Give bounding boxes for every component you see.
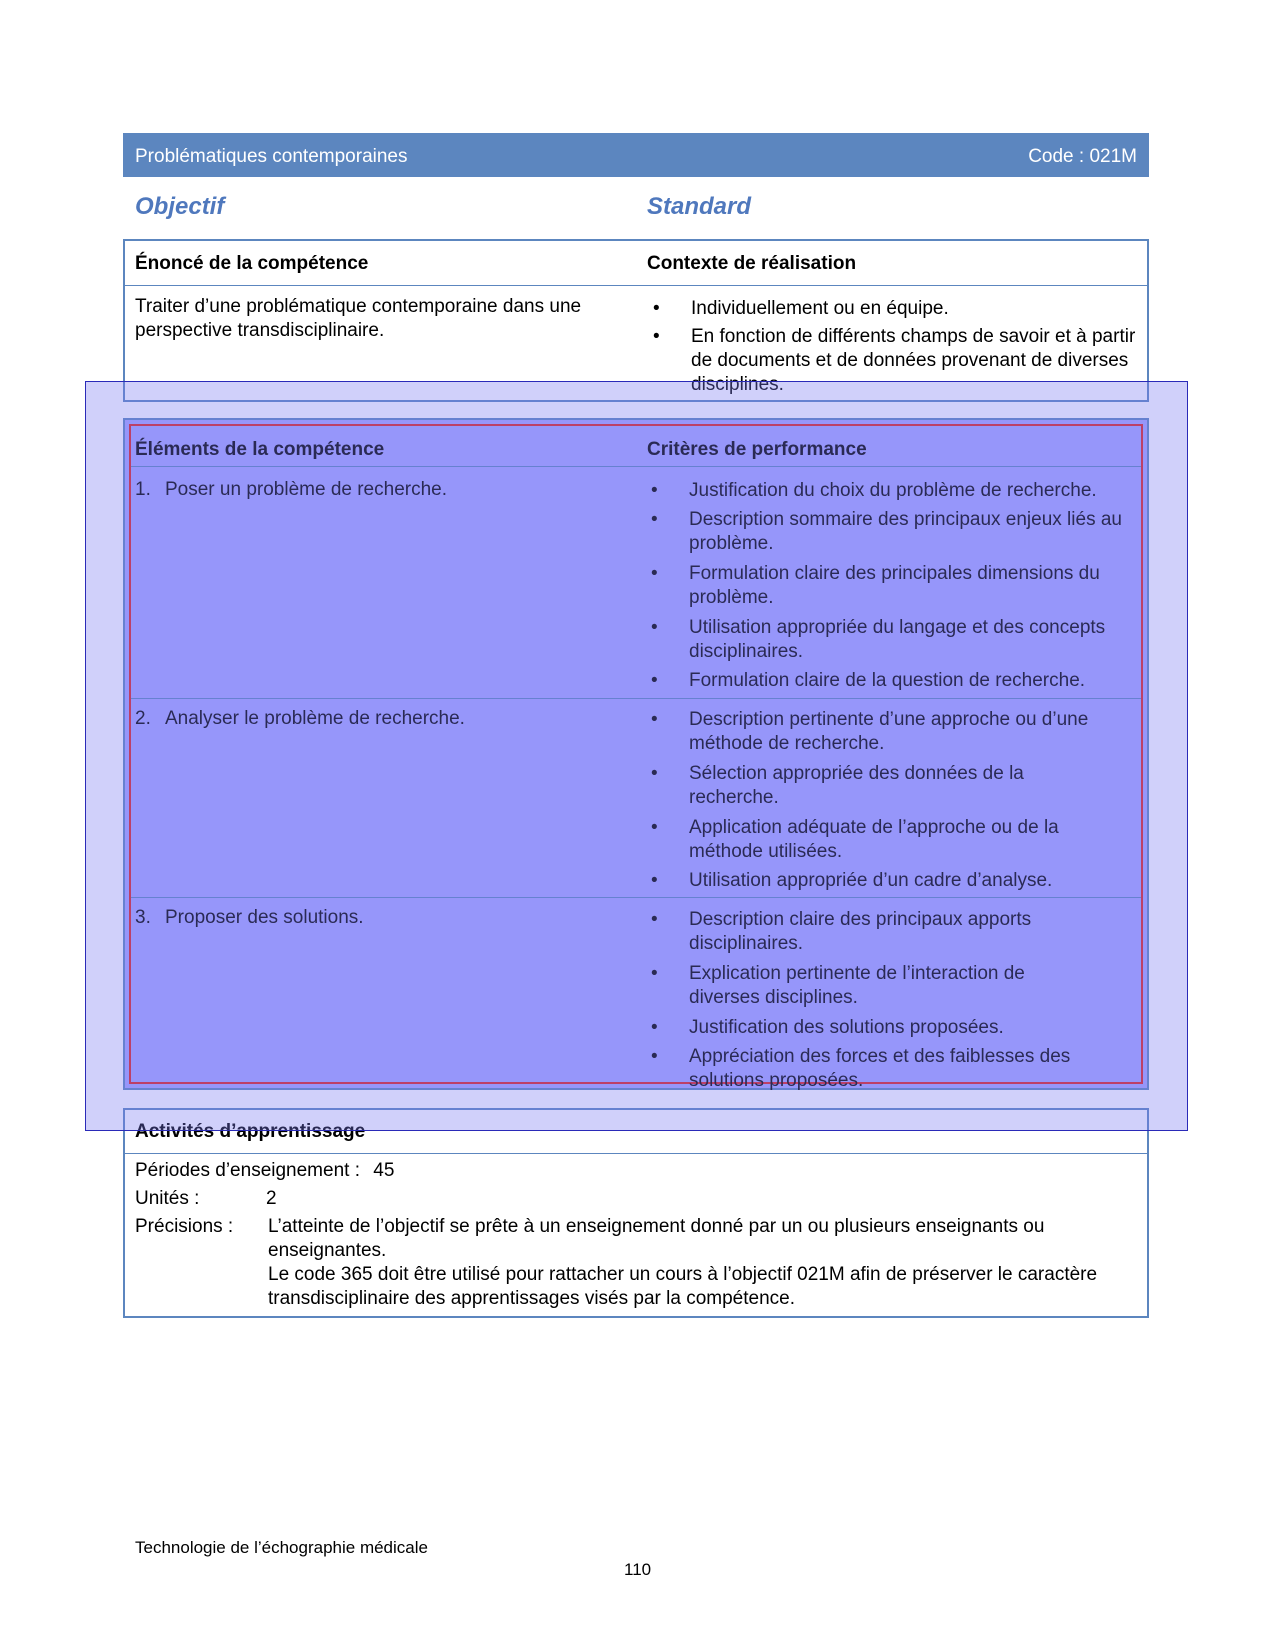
document-header-bar bbox=[123, 133, 1149, 177]
competency-title: Problématiques contemporaines bbox=[135, 146, 408, 167]
bullet-icon: • bbox=[651, 709, 658, 730]
unites-label: Unités : bbox=[135, 1188, 200, 1209]
periodes-value: 45 bbox=[373, 1160, 395, 1181]
competence-elements-box bbox=[123, 418, 1149, 1090]
precisions-label: Précisions : bbox=[135, 1216, 234, 1237]
standard-heading: Standard bbox=[647, 193, 752, 220]
bullet-icon: • bbox=[651, 870, 658, 891]
activites-box bbox=[123, 1108, 1149, 1318]
unites-row bbox=[135, 1187, 199, 1211]
competency-code: Code : 021M bbox=[1028, 146, 1137, 167]
enonce-box: Énoncé de la compétence Contexte de réalisation Traiter d’une problématique contemporaine dans une perspective transdisciplinaire. • Individuellement ou en équipe. • En fonction de différents champs de savoir et à partir de documents et de données provenant de diverses disciplines. bbox=[123, 239, 1149, 402]
contexte-title: Contexte de réalisation bbox=[647, 253, 857, 274]
bullet-icon: • bbox=[651, 670, 658, 691]
bullet-icon: • bbox=[651, 1046, 658, 1067]
row-divider bbox=[131, 698, 1141, 699]
periodes-label: Périodes d’enseignement : bbox=[135, 1160, 360, 1181]
bullet-icon: • bbox=[651, 763, 658, 784]
activites-box-header bbox=[125, 1110, 1147, 1154]
bullet-icon: • bbox=[651, 1017, 658, 1038]
bullet-icon: • bbox=[651, 963, 658, 984]
competence-element-3: 3. Proposer des solutions. bbox=[135, 907, 364, 928]
competence-element-1: 1. Poser un problème de recherche. bbox=[135, 479, 447, 500]
enonce-title: Énoncé de la compétence bbox=[135, 253, 369, 274]
objectif-heading: Objectif bbox=[135, 193, 225, 220]
bullet-icon: • bbox=[651, 817, 658, 838]
row-divider bbox=[131, 897, 1141, 898]
activites-title: Activités d’apprentissage bbox=[135, 1121, 366, 1142]
page-number: 110 bbox=[624, 1560, 652, 1579]
bullet-icon: • bbox=[651, 480, 658, 501]
elements-title: Éléments de la compétence bbox=[135, 439, 385, 460]
bullet-icon: • bbox=[651, 909, 658, 930]
enonce-box-header bbox=[125, 241, 1147, 286]
unites-value: 2 bbox=[266, 1188, 277, 1209]
competence-element-2: 2. Analyser le problème de recherche. bbox=[135, 708, 465, 729]
bullet-icon: • bbox=[653, 298, 660, 319]
bullet-icon: • bbox=[653, 326, 660, 347]
precisions-text: L’atteinte de l’objectif se prête à un enseignement donné par un ou plusieurs enseignants ou enseignantes. Le code 365 doit être utilisé pour rattacher un cours à l’objectif 021M afin de préserver le caractère transdisciplinaire des apprentissages visés par la compétence. bbox=[268, 1216, 1098, 1309]
criteres-title: Critères de performance bbox=[647, 439, 867, 460]
bullet-icon: • bbox=[651, 563, 658, 584]
highlight-frame: Éléments de la compétence Critères de performance 1. Poser un problème de recherche. • Justification du choix du problème de recherche. • Description sommaire des principaux enjeux liés au problème. • Formulation claire des principales dimensions du problème. • Utilisation appropriée du langage et des concepts disciplinaires. • Formulation claire de la question de recherche. 2. Analyser le problème de recherche. • Description pertinente d’une approche ou d’une méthode de recherche. • Sélection appropriée des données de la recherche. • Application adéquate de l’approche ou de la méthode utilisées. • Utilisation appropriée d’un cadre d’analyse. 3. Proposer des solutions. • Description claire des principaux apports disciplinaires. • Explication pertinente de l’interaction de diverses disciplines. • Justification des solutions proposées. • Appréciation des forces et des faiblesses des solutions proposées. bbox=[129, 424, 1143, 1084]
periodes-row bbox=[135, 1159, 394, 1183]
bullet-icon: • bbox=[651, 617, 658, 638]
bullet-icon: • bbox=[651, 509, 658, 530]
enonce-text: Traiter d’une problématique contemporaine dans une perspective transdisciplinaire. bbox=[135, 296, 582, 341]
program-name: Technologie de l’échographie médicale bbox=[135, 1538, 428, 1557]
row-divider bbox=[131, 466, 1141, 467]
